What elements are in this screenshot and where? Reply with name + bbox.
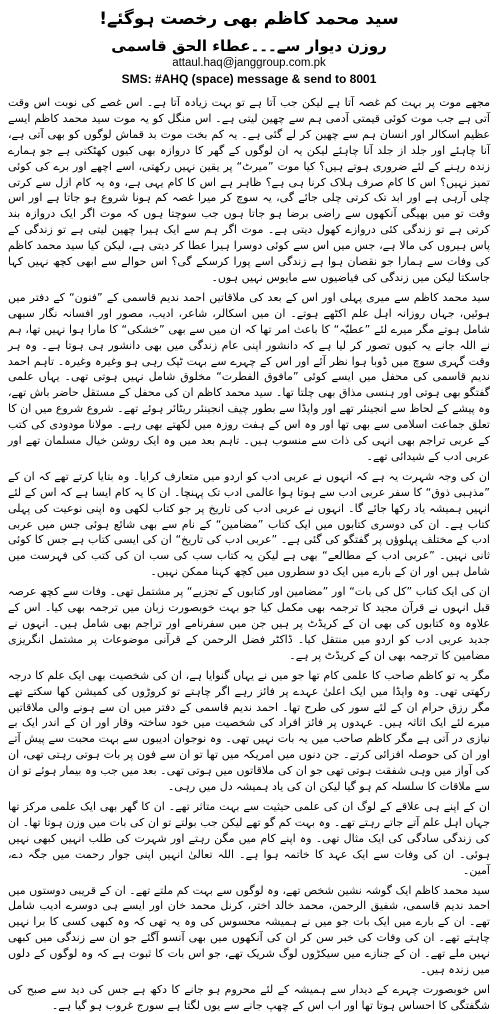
- paragraph: مگر یہ تو کاظم صاحب کا علمی کام تھا جو میں نے یہاں گنوایا ہے، ان کی شخصیت بھی ایک علم کا درجہ رکھتی تھی۔ وہ واپڈا میں ایک اعلیٰ عہدے پر فائز رہے اگر چاہتے تو کروڑوں کی کمیشن کھا سکتے تھے مگر رزق حرام ان کے لئے سور کی طرح تھا۔ احمد ندیم قاسمی کے دفتر میں ان سے ہونے والی ملاقاتیں میرے لئے ایک اثاثہ ہیں۔ عہدوں پر فائز افراد کی شخصیت میں خود ساختہ وقار اور ان کے اندر ایک بے نیازی در آتی ہے مگر کاظم صاحب میں یہ بات نہیں تھی۔ وہ نوجوان ادیبوں سے بہت محبت سے پیش آتے اور ان کی حوصلہ افزائی کرتے۔ جن دنوں میں امریکہ میں تھا تو ان سے فون پر بات ہوتی رہتی تھی، ان کی آواز میں وہی شفقت ہوتی تھی جو ان کی ملاقاتوں میں ہوتی تھی۔ بعد میں جب وہ بیمار ہوئے تو ان سے ملاقات کا سلسلہ کم ہو گیا لیکن ان کی یاد ہمیشہ دل میں رہی۔: [8, 668, 490, 794]
- column-body: [8, 95, 490, 1014]
- author-email: attaul.haq@janggroup.com.pk: [172, 57, 326, 69]
- paragraph: ان کی وجہ شہرت یہ ہے کہ انہوں نے عربی ادب کو اردو میں متعارف کرایا۔ وہ بتایا کرتے تھے کہ ان کے ”مذہبی ذوق“ کا سفر عربی ادب سے ہوتا ہوا عالمی ادب تک پہنچا۔ ان کا یہ کام ایسا ہے کہ اس کے لئے انہیں ہمیشہ یاد رکھا جائے گا۔ انہوں نے عربی ادب کی تاریخ پر جو کتاب لکھی وہ اپنی نوعیت کی پہلی کتاب ہے۔ ان کی دوسری کتابوں میں ایک کتاب ”مضامین“ کے نام سے بھی شائع ہوئی جس میں عربی ادب کے مختلف پہلوؤں پر گفتگو کی گئی ہے۔ ”عربی ادب کی تاریخ“ ان کی ایسی کتاب ہے جس کا کوئی ثانی نہیں۔ ”عربی ادب کے مطالعے“ بھی ہے لیکن یہ کتاب سب کی سب ان کی کتب کی فہرست میں شامل ہیں اور ان کے بارے میں ایک دو سطروں میں کچھ کہنا ممکن نہیں۔: [8, 469, 490, 579]
- paragraph: مجھے موت پر بہت کم غصہ آتا ہے لیکن جب آتا ہے تو بہت زیادہ آتا ہے۔ اس غصے کی نوبت اس وقت آتی ہے جب موت کوئی قیمتی آدمی ہم سے چھین لیتی ہے۔ اس منگل کو یہ موت سید محمد کاظم ایسے عظیم اسکالر اور انسان ہم سے چھین کر لے گئی ہے۔ یہ کم بخت موت بد قماش لوگوں کو بھی آتی ہے، آنا چاہئے اور جلد از جلد آنا چاہئے لیکن یہ ان لوگوں کے گھر کا دروازہ بھی کیوں کھٹکتی ہے جو ہمارے زندہ رہنے کے لئے ضروری ہوتے ہیں؟ کیا موت ”میرٹ“ پر یقین نہیں رکھتی، اسے اچھے اور برے کی کوئی تمیز نہیں؟ اس کا کام صرف ہلاک کرنا ہی ہے؟ ظاہر ہے اس کا کام یہی ہے، وہ یہ کام ازل سے کرتی چلی آرہی ہے اور ابد تک کرتی چلی جائے گی، یہ سوچ کر میرا غصہ کم ہونا شروع ہو جاتا ہے اور اس وقت تو میں بھیگی آنکھوں سے راضی برضا ہو جاتا ہوں جب سوچتا ہوں کہ موت اگر ایک دروازہ بند کرتی ہے تو زندگی کئی دروازے کھول دیتی ہے۔ موت اگر ہم سے ایک ہیرا چھین لیتی ہے تو زندگی کے پاس ہیروں کی مالا ہے، جس میں اس سے کوئی دوسرا ہیرا عطا کر دیتی ہے، لیکن کیا سید محمد کاظم کی وفات سے ہمارا جو نقصان ہوا ہے زندگی اسے پورا کرسکے گی؟ اس حوالے سے ابھی کچھ نہیں کہا جاسکتا لیکن میں زندگی کی فیاضیوں سے مایوس نہیں ہوں۔: [8, 96, 490, 284]
- paragraph: ان کی ایک کتاب ”کل کی بات“ اور ”مضامین اور کتابوں کے تجزیے“ پر مشتمل تھی۔ وفات سے کچھ عرصہ قبل انہوں نے قرآن مجید کا ترجمہ بھی مکمل کیا جو بہت خوبصورت زبان میں ترجمہ بھی کیا۔ اس کے علاوہ وہ کتابوں کی بھی ان کے کریڈٹ پر ہیں جن میں سفرنامے اور تراجم بھی شامل ہیں۔ انہوں نے جدید عربی ادب کو اردو میں منتقل کیا۔ ڈاکٹر فضل الرحمن کے قرآنی موضوعات پر مشتمل انگریزی مضامین کا ترجمہ بھی ان کے کریڈٹ پر ہے۔: [8, 585, 490, 662]
- column-title: سید محمد کاظم بھی رخصت ہوگئے!: [99, 9, 399, 29]
- sms-line: SMS: #AHQ (space) message & send to 8001: [121, 72, 377, 86]
- paragraph: سید محمد کاظم سے میری پہلی اور اس کے بعد کی ملاقاتیں احمد ندیم قاسمی کے ”فنون“ کے دفتر میں ہوئیں، جہاں روزانہ اہل علم اکٹھے ہوتے۔ ان میں اسکالر، شاعر، ادیب، مصور اور افسانہ نگار سبھی شامل ہوتے مگر میرے لئے ”عطیّہ“ کا باعث امر تھا کہ ان میں سے بھی ”خشکی“ کا مارا ہوا نہیں تھا، ہم نے اللہ جانے یہ کیوں تصور کر لیا ہے کہ دانشور اپنی عام زندگی میں بھی دانشور ہی ہوتا ہے۔ وہ ہر وقت گہری سوچ میں ڈوبا ہوا نظر آئے اور اس کے چہرے سے بہت ٹپک رہی ہو وغیرہ وغیرہ۔ تاہم احمد ندیم قاسمی کی محفل میں ایسے کوئی ”مافوق الفطرت“ مخلوق شامل نہیں ہوتی تھی۔ یہاں علمی گفتگو بھی ہوتی اور ہنسی مذاق بھی چلتا تھا۔ سید محمد کاظم ان کی محفل کے مستقل حاضر باش تھے، وہ پیشے کے لحاظ سے انجینئر تھے اور واپڈا سے بطور چیف انجینئر ریٹائر ہوئے تھے۔ شروع شروع میں ان کا تعلق جماعت اسلامی سے بھی تھا اور وہ اس کے ہفت روزہ میں لکھتے بھی رہے۔ مولانا مودودی کی کتب کے عربی تراجم بھی انہی کی ذات سے منسوب ہیں۔ تاہم بعد میں وہ ایک روشن خیال مسلمان تھے اور عربی ادب کے شیدائی تھے۔: [8, 290, 490, 463]
- paragraph: اس خوبصورت چہرے کے دیدار سے ہمیشہ کے لئے محروم ہو جانے کا دکھ ہے جس کی دید سے صبح کی شگفتگی کا احساس ہوتا تھا اور اب اس کے چھپ جانے سے یوں لگتا ہے سورج غروب ہو گیا ہے۔: [8, 982, 490, 1012]
- paragraph: سید محمد کاظم ایک گوشہ نشین شخص تھے، وہ لوگوں سے بہت کم ملتے تھے۔ ان کے قریبی دوستوں میں احمد ندیم قاسمی، شفیق الرحمن، محمد خالد اختر، کرنل محمد خان اور ایسے ہی دوسرے ادیب شامل تھے۔ ان کے بارے میں ایک بات جو میں نے ہمیشہ محسوس کی وہ یہ تھی کہ وہ کبھی کسی کا برا نہیں چاہتے تھے۔ ان کی وفات کی خبر سن کر ان کی آنکھوں میں بھی آنسو آگئے جو ان سے زندگی میں کبھی نہیں ملے تھے۔ ان کے جنازے میں سیکڑوں لوگ شریک تھے، جو اس بات کا ثبوت ہے کہ وہ لوگوں کے دلوں میں زندہ ہیں۔: [8, 883, 490, 977]
- paragraph: ان کے اپنے ہی علاقے کے لوگ ان کی علمی حیثیت سے بہت متاثر تھے۔ ان کا گھر بھی ایک علمی مرکز تھا جہاں اہل علم آتے جاتے رہتے تھے۔ وہ بہت کم گو تھے لیکن جب بولتے تو ان کی بات میں وزن ہوتا تھا۔ ان کی زندگی سادگی کی ایک مثال تھی۔ وہ اپنے کام میں مگن رہتے اور شہرت کی طلب انہیں کبھی نہیں ہوئی۔ ان کی وفات سے ایک عہد کا خاتمہ ہوا ہے۔ اللہ تعالیٰ انہیں اپنی جوار رحمت میں جگہ دے، آمین۔: [8, 799, 490, 877]
- column-byline: روزن دیوار سے۔۔۔عطاء الحق قاسمی: [111, 37, 387, 55]
